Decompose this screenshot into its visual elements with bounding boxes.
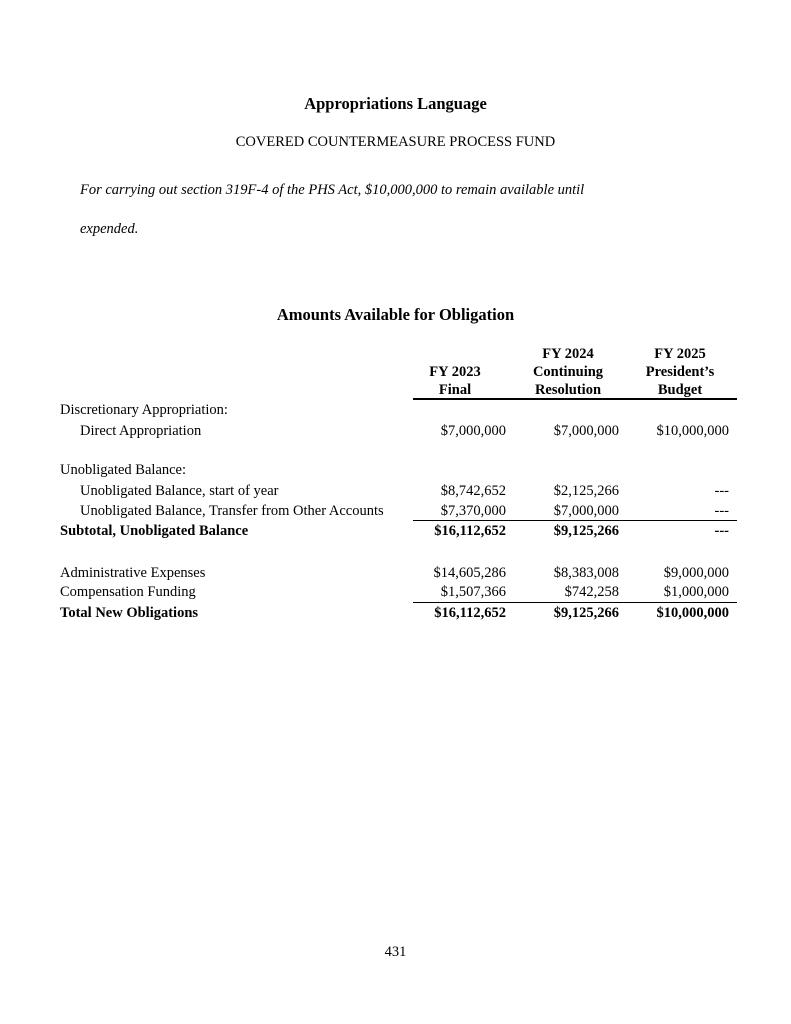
row-administrative-expenses xyxy=(0,565,791,583)
header-line: Final xyxy=(438,382,472,398)
header-line: Resolution xyxy=(534,382,602,398)
row-value: $9,125,266 xyxy=(553,605,619,621)
row-label: Unobligated Balance, start of year xyxy=(80,483,279,499)
total-rule xyxy=(413,602,737,603)
row-value: --- xyxy=(714,523,729,539)
row-value: $10,000,000 xyxy=(656,423,729,439)
row-value: --- xyxy=(714,483,729,499)
header-line: Budget xyxy=(657,382,703,398)
row-value: $742,258 xyxy=(564,584,619,600)
row-direct-appropriation xyxy=(0,423,791,441)
row-value: $10,000,000 xyxy=(656,605,729,621)
row-unobligated-balance xyxy=(0,462,791,480)
row-label: Unobligated Balance: xyxy=(60,462,187,478)
row-value: $8,742,652 xyxy=(440,483,506,499)
row-label: Total New Obligations xyxy=(60,605,199,621)
row-unobligated-start xyxy=(0,483,791,501)
row-value: $2,125,266 xyxy=(553,483,619,499)
column-header-fy2024 xyxy=(513,345,623,399)
row-compensation-funding xyxy=(0,584,791,602)
row-label: Administrative Expenses xyxy=(60,565,206,581)
page-title: Appropriations Language xyxy=(304,94,487,113)
header-line xyxy=(400,345,510,363)
row-label: Unobligated Balance, Transfer from Other Accounts xyxy=(80,503,384,519)
row-value: $14,605,286 xyxy=(433,565,506,581)
row-value: $7,000,000 xyxy=(440,423,506,439)
subtotal-rule xyxy=(413,520,737,521)
row-discretionary-appropriation xyxy=(0,402,791,420)
row-label: Direct Appropriation xyxy=(80,423,202,439)
language-line-1: For carrying out section 319F-4 of the PHS Act, $10,000,000 to remain available until xyxy=(80,182,585,198)
header-line: Continuing xyxy=(532,364,604,380)
header-line: FY 2024 xyxy=(542,346,594,362)
row-label: Discretionary Appropriation: xyxy=(60,402,228,418)
column-header-fy2025 xyxy=(625,345,735,399)
row-value: $1,507,366 xyxy=(440,584,506,600)
table-title: Amounts Available for Obligation xyxy=(276,305,515,324)
row-value: $7,000,000 xyxy=(553,503,619,519)
header-line: FY 2023 xyxy=(429,364,481,380)
row-value: --- xyxy=(714,503,729,519)
row-value: $9,000,000 xyxy=(663,565,729,581)
fund-name: COVERED COUNTERMEASURE PROCESS FUND xyxy=(235,134,556,150)
language-line-2: expended. xyxy=(80,221,139,237)
row-value: $7,000,000 xyxy=(553,423,619,439)
row-value: $9,125,266 xyxy=(553,523,619,539)
header-rule xyxy=(413,398,737,400)
row-value: $7,370,000 xyxy=(440,503,506,519)
row-total-new-obligations xyxy=(0,605,791,623)
row-subtotal-unobligated xyxy=(0,523,791,541)
row-value: $8,383,008 xyxy=(553,565,619,581)
row-label: Compensation Funding xyxy=(60,584,196,600)
header-line: FY 2025 xyxy=(654,346,706,362)
row-unobligated-transfer xyxy=(0,503,791,521)
row-value: $1,000,000 xyxy=(663,584,729,600)
page-number: 431 xyxy=(384,944,407,960)
row-value: $16,112,652 xyxy=(434,605,506,621)
row-label: Subtotal, Unobligated Balance xyxy=(60,523,249,539)
row-value: $16,112,652 xyxy=(434,523,506,539)
header-line: President’s xyxy=(645,364,715,380)
column-header-fy2023 xyxy=(400,345,510,399)
